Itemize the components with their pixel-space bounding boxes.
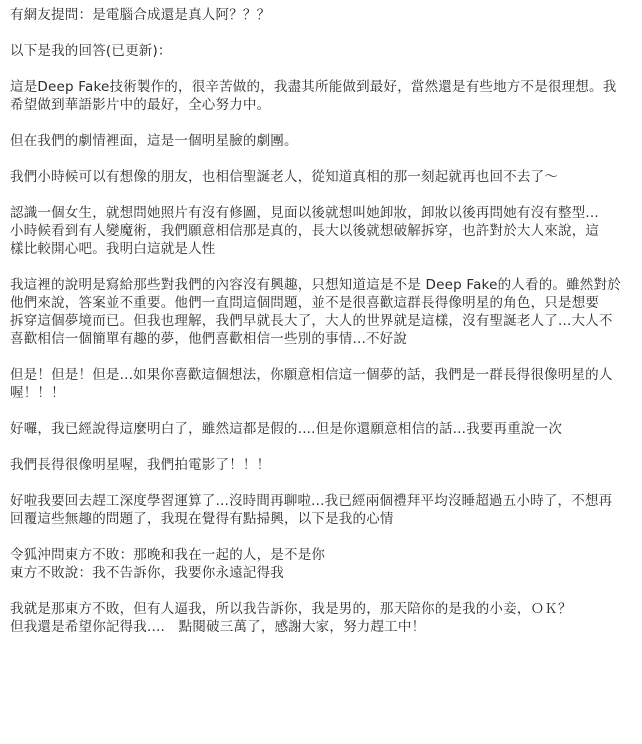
paragraph-gap bbox=[10, 186, 630, 204]
paragraph-gap bbox=[10, 402, 630, 420]
paragraph-gap bbox=[10, 258, 630, 276]
text-line: 好囉，我已經說得這麼明白了，雖然這都是假的....但是你還願意相信的話...我要再重說一次 bbox=[10, 421, 563, 437]
paragraph bbox=[10, 276, 630, 348]
text-line: 我們長得很像明星喔，我們拍電影了！！！ bbox=[10, 457, 271, 473]
text-line: 喜歡相信一個簡單有趣的夢，他們喜歡相信一些別的事情...不好說 bbox=[10, 331, 408, 347]
paragraph bbox=[10, 492, 630, 528]
text-line: 樣比較開心吧。我明白這就是人性 bbox=[10, 241, 216, 257]
paragraph-gap bbox=[10, 60, 630, 78]
paragraph-gap bbox=[10, 474, 630, 492]
text-line: 但是！但是！但是...如果你喜歡這個想法，你願意相信這一個夢的話，我們是一群長得很像明星的人 bbox=[10, 367, 613, 383]
paragraph-gap bbox=[10, 114, 630, 132]
text-line: 他們來說，答案並不重要。他們一直問這個問題，並不是很喜歡這群長得像明星的角色，只是想要 bbox=[10, 295, 600, 311]
paragraph bbox=[10, 420, 630, 438]
text-line: 我們小時候可以有想像的朋友，也相信聖誕老人，從知道真相的那一刻起就再也回不去了～ bbox=[10, 169, 558, 185]
text-line: 我就是那東方不敗，但有人逼我，所以我告訴你，我是男的，那天陪你的是我的小妾，ＯＫ？ bbox=[10, 601, 572, 617]
text-line: 但在我們的劇情裡面，這是一個明星臉的劇團。 bbox=[10, 133, 298, 149]
text-line: 東方不敗說：我不告訴你，我要你永遠記得我 bbox=[10, 565, 284, 581]
paragraph-gap bbox=[10, 582, 630, 600]
paragraph bbox=[10, 546, 630, 582]
text-line: 喔！！！ bbox=[10, 385, 65, 401]
text-line: 有網友提問：是電腦合成還是真人阿？？？ bbox=[10, 7, 271, 23]
paragraph bbox=[10, 168, 630, 186]
paragraph bbox=[10, 132, 630, 150]
paragraph bbox=[10, 6, 630, 24]
paragraph bbox=[10, 600, 630, 636]
text-line: 希望做到華語影片中的最好，全心努力中。 bbox=[10, 97, 271, 113]
text-line: 小時候看到有人變魔術，我們願意相信那是真的，長大以後就想破解拆穿，也許對於大人來說，這 bbox=[10, 223, 600, 239]
paragraph-gap bbox=[10, 150, 630, 168]
paragraph-gap bbox=[10, 528, 630, 546]
paragraph-gap bbox=[10, 24, 630, 42]
paragraph bbox=[10, 366, 630, 402]
text-line: 認識一個女生，就想問她照片有沒有修圖，見面以後就想叫她卸妝，卸妝以後再問她有沒有整型... bbox=[10, 205, 599, 221]
paragraph-gap bbox=[10, 438, 630, 456]
text-line: 以下是我的回答(已更新)： bbox=[10, 43, 172, 59]
paragraph bbox=[10, 42, 630, 60]
text-line: 拆穿這個夢境而已。但我也理解，我們早就長大了，大人的世界就是這樣，沒有聖誕老人了...大人不 bbox=[10, 313, 613, 329]
text-line: 但我還是希望你記得我.... 點閱破三萬了，感謝大家，努力趕工中！ bbox=[10, 619, 426, 635]
text-line: 回覆這些無趣的問題了，我現在覺得有點掃興，以下是我的心情 bbox=[10, 511, 394, 527]
text-line: 好啦我要回去趕工深度學習運算了...沒時間再聊啦...我已經兩個禮拜平均沒睡超過五小時了，不想再 bbox=[10, 493, 613, 509]
paragraph bbox=[10, 78, 630, 114]
paragraph-gap bbox=[10, 348, 630, 366]
text-line: 令狐沖問東方不敗：那晚和我在一起的人，是不是你 bbox=[10, 547, 326, 563]
text-line: 我這裡的說明是寫給那些對我們的內容沒有興趣，只想知道這是不是 Deep Fake的人看的。雖然對於 bbox=[10, 277, 621, 293]
paragraph bbox=[10, 204, 630, 258]
text-line: 這是Deep Fake技術製作的，很辛苦做的，我盡其所能做到最好，當然還是有些地方不是很理想。我 bbox=[10, 79, 617, 95]
paragraph bbox=[10, 456, 630, 474]
